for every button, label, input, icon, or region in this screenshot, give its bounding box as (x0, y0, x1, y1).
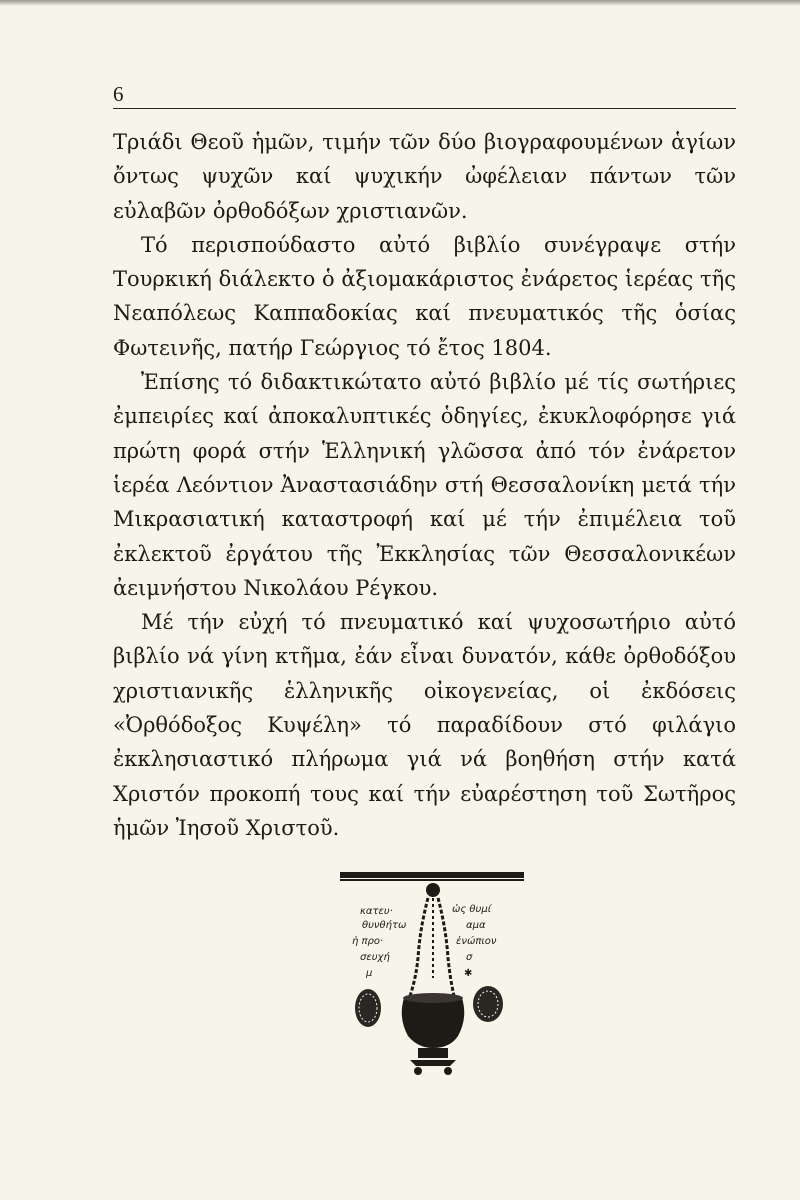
inscription-right-5: ✱ (464, 968, 473, 979)
paragraph-1: Τριάδι Θεοῦ ἡμῶν, τιμήν τῶν δύο βιογραφουμένων ἁγίων ὄντως ψυχῶν καί ψυχικήν ὠφέλειαν πάντων τῶν εὐλαβῶν ὀρθοδόξων χριστιανῶν. (113, 130, 736, 223)
inscription-right-4: σ (466, 952, 473, 963)
inscription-left-1: κατευ· (360, 906, 393, 917)
paragraph-4: Μέ τήν εὐχή τό πνευματικό καί ψυχοσωτήριο αὐτό βιβλίο νά γίνη κτῆμα, ἐάν εἶναι δυνατόν, κάθε ὀρθοδόξου χριστιανικῆς ἑλληνικῆς οἰκογενείας, οἱ ἐκδόσεις «Ὀρθόδοξος Κυψέλη» τό παραδίδουν στό φιλάγιο ἐκκλησιαστικό πλήρωμα γιά νά βοηθήση στήν κατά Χριστόν προκοπή τους καί τήν εὐαρέστηση τοῦ Σωτῆρος ἡμῶν Ἰησοῦ Χριστοῦ. (113, 610, 736, 840)
censer-icon (338, 868, 528, 1080)
body-text (113, 125, 736, 845)
inscription-left-4: σευχή (360, 952, 390, 963)
censer-illustration (338, 868, 528, 1080)
inscription-right-1: ὡς θυμί (452, 904, 492, 915)
inscription-right-3: ἐνώπιον (456, 936, 497, 947)
inscription-left-5: μ (366, 968, 373, 979)
page-top-shadow (0, 0, 800, 6)
paragraph-2: Τό περισπούδαστο αὐτό βιβλίο συνέγραψε στήν Τουρκική διάλεκτο ὁ ἀξιομακάριστος ἐνάρετος ἱερέας τῆς Νεαπόλεως Καππαδοκίας καί πνευματικός τῆς ὁσίας Φωτεινῆς, πατήρ Γεώργιος τό ἔτος 1804. (113, 232, 736, 360)
header-rule (113, 108, 736, 109)
inscription-left-3: ἡ προ· (352, 936, 384, 947)
paragraph-3: Ἐπίσης τό διδακτικώτατο αὐτό βιβλίο μέ τίς σωτήριες ἐμπειρίες καί ἀποκαλυπτικές ὁδηγίες, ἐκυκλοφόρησε γιά πρώτη φορά στήν Ἑλληνική γλῶσσα ἀπό τόν ἐνάρετον ἱερέα Λεόντιον Ἀναστασιάδην στή Θεσσαλονίκη μετά τήν Μικρασιατική καταστροφή καί μέ τήν ἐπιμέλεια τοῦ ἐκλεκτοῦ ἐργάτου τῆς Ἐκκλησίας τῶν Θεσσαλονικέων ἀειμνήστου Νικολάου Ρέγκου. (113, 370, 736, 600)
inscription-right-2: αμα (466, 920, 486, 931)
page-number: 6 (113, 82, 124, 106)
inscription-left-2: θυνθήτω (362, 920, 407, 931)
